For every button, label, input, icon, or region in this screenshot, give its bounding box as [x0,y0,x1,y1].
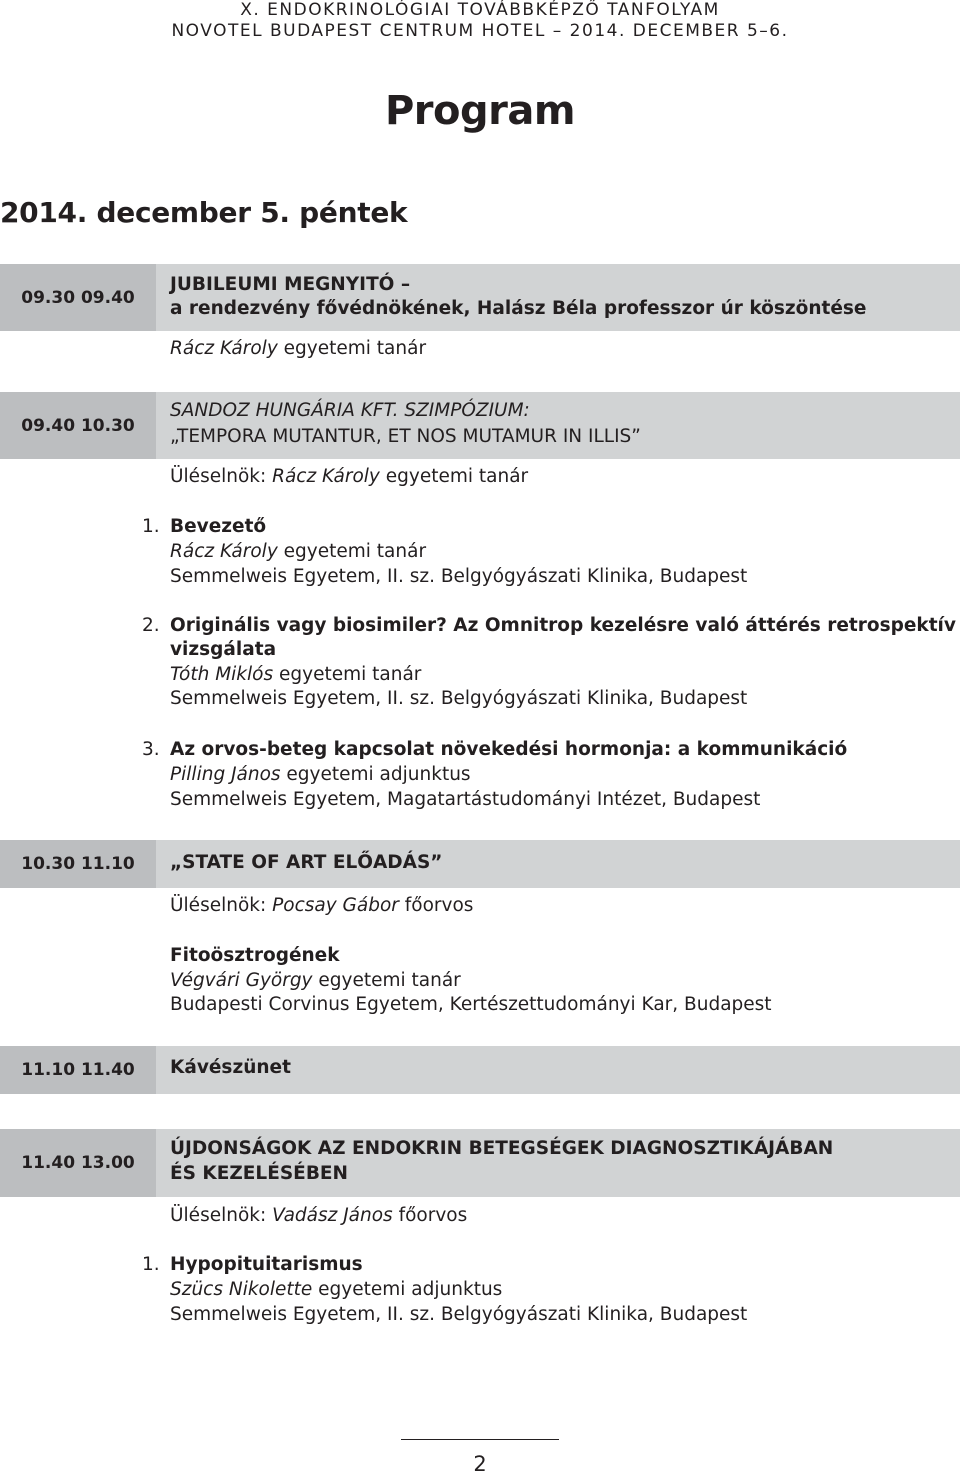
session-band [0,1129,960,1197]
session-time: 09.30 09.40 [21,287,135,308]
speaker [170,541,426,562]
talk-title: Hypopituitarismus [170,1254,363,1275]
session-subtitle: „TEMPORA MUTANTUR, ET NOS MUTAMUR IN ILLIS” [170,426,641,447]
session-title: Kávészünet [170,1057,291,1078]
speaker-name: Végvári György [170,970,313,991]
speaker-name: Rácz Károly [170,338,278,359]
talk-title: Originális vagy biosimiler? Az Omnitrop kezelésre való áttérés retrospektív [170,615,956,636]
session-time-cell [0,1129,156,1197]
affiliation: Semmelweis Egyetem, Magatartástudományi Intézet, Budapest [170,789,761,810]
talk-number: 2. [142,615,160,636]
speaker [170,1279,502,1300]
speaker-name: Szücs Nikolette [170,1279,313,1300]
chair-label: Üléselnök: [170,895,273,916]
session-title-cont: ÉS KEZELÉSÉBEN [170,1163,349,1184]
session-time: 09.40 10.30 [21,415,135,436]
session-time-cell [0,1046,156,1094]
session-chair [170,466,528,487]
session-time: 11.40 13.00 [21,1153,135,1173]
session-time-cell [0,840,156,888]
chair-name: Rácz Károly [272,466,380,487]
conference-venue: NOVOTEL BUDAPEST CENTRUM HOTEL – 2014. DECEMBER 5–6. [171,21,789,41]
page-title: Program [384,88,576,134]
session-subtitle: a rendezvény fővédnökének, Halász Béla professzor úr köszöntése [170,298,867,319]
talk-number: 1. [142,516,160,537]
session-time: 11.10 11.40 [21,1060,135,1080]
session-band [0,392,960,459]
session-band [0,840,960,888]
chair-name: Pocsay Gábor [272,895,399,916]
speaker [170,970,461,991]
speaker-role: egyetemi tanár [273,664,422,685]
page-number: 2 [473,1452,487,1476]
session-title: SANDOZ HUNGÁRIA KFT. SZIMPÓZIUM: [170,400,530,421]
speaker-role: egyetemi tanár [277,338,427,359]
affiliation: Semmelweis Egyetem, II. sz. Belgyógyászati Klinika, Budapest [170,688,748,709]
session-title: „STATE OF ART ELŐADÁS” [170,852,443,873]
speaker-role: egyetemi adjunktus [280,764,471,785]
chair-role: főorvos [398,895,474,916]
talk-title: Fitoösztrogének [170,945,340,966]
affiliation: Semmelweis Egyetem, II. sz. Belgyógyászati Klinika, Budapest [170,1304,748,1325]
footer-rule [401,1439,559,1440]
affiliation: Budapesti Corvinus Egyetem, Kertészettudományi Kar, Budapest [170,994,772,1015]
speaker-role: egyetemi tanár [312,970,461,991]
chair-role: főorvos [392,1205,468,1226]
talk-title: Bevezető [170,516,267,537]
affiliation: Semmelweis Egyetem, II. sz. Belgyógyászati Klinika, Budapest [170,566,748,587]
session-time-cell [0,392,156,459]
session-time: 10.30 11.10 [21,854,135,874]
speaker [170,338,426,359]
talk-number: 1. [142,1254,160,1275]
session-chair [170,895,473,916]
speaker [170,764,471,785]
session-band [0,1046,960,1094]
chair-label: Üléselnök: [170,466,273,487]
chair-name: Vadász János [272,1205,393,1226]
session-time-cell [0,264,156,331]
speaker [170,664,421,685]
talk-title: Az orvos-beteg kapcsolat növekedési hormonja: a kommunikáció [170,739,848,760]
speaker-role: egyetemi tanár [277,541,427,562]
session-chair [170,1205,467,1226]
talk-number: 3. [142,739,160,760]
speaker-name: Rácz Károly [170,541,278,562]
chair-label: Üléselnök: [170,1205,273,1226]
session-title: ÚJDONSÁGOK AZ ENDOKRIN BETEGSÉGEK DIAGNOSZTIKÁJÁBAN [170,1138,834,1159]
session-title: JUBILEUMI MEGNYITÓ – [170,274,411,295]
conference-title: X. ENDOKRINOLÓGIAI TOVÁBBKÉPZŐ TANFOLYAM [240,0,720,20]
speaker-role: egyetemi adjunktus [312,1279,503,1300]
chair-role: egyetemi tanár [379,466,529,487]
speaker-name: Tóth Miklós [170,664,274,685]
session-band [0,264,960,331]
speaker-name: Pilling János [170,764,281,785]
talk-title-cont: vizsgálata [170,639,277,660]
day-heading: 2014. december 5. péntek [0,196,408,229]
